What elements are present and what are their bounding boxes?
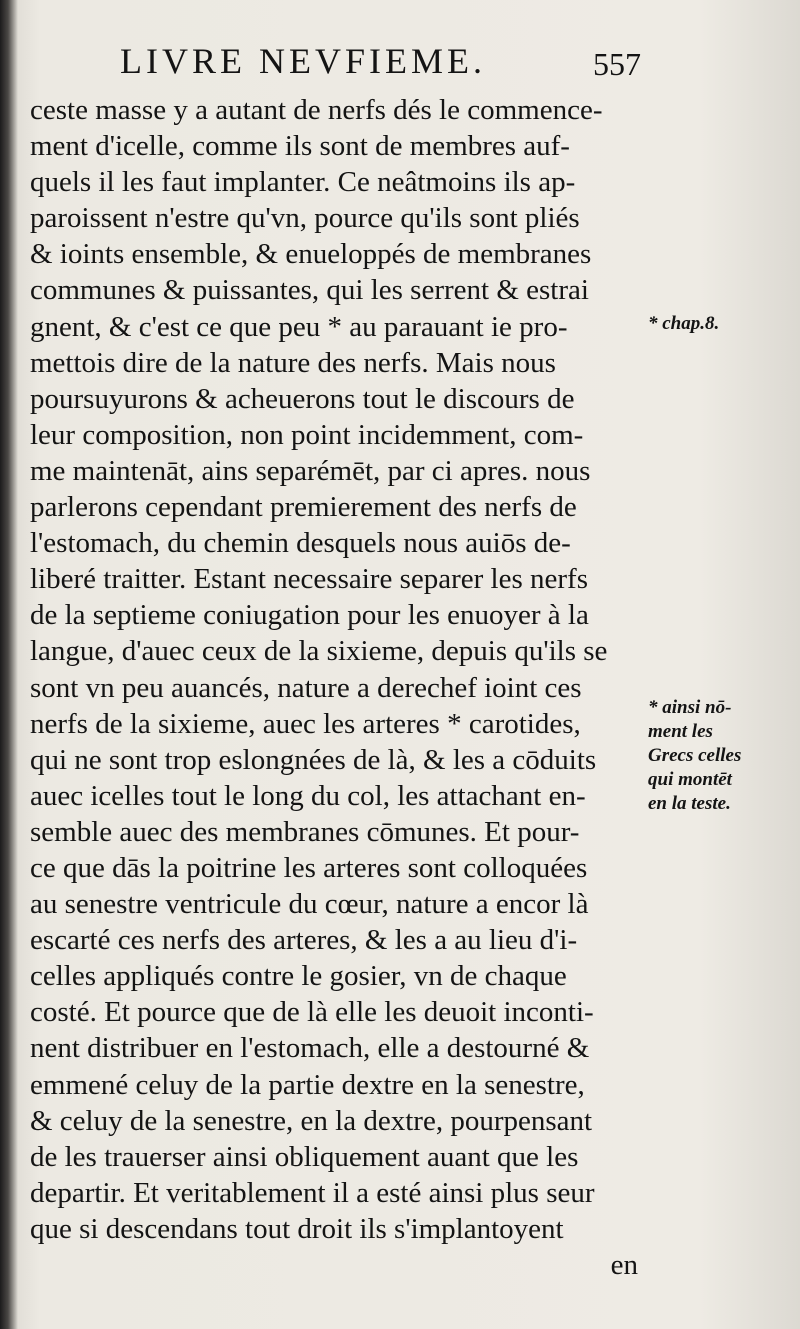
margin-note-line: * ainsi nō- <box>648 697 732 718</box>
text-line: emmené celuy de la partie dextre en la senestre, <box>30 1068 585 1101</box>
margin-note-line: Grecs celles <box>648 745 742 766</box>
margin-note-line: qui montēt <box>648 769 732 790</box>
text-line: paroissent n'estre qu'vn, pource qu'ils sont pliés <box>30 202 580 235</box>
text-line: & celuy de la senestre, en la dextre, pourpensant <box>30 1104 593 1137</box>
text-line: celles appliqués contre le gosier, vn de chaque <box>30 960 567 993</box>
text-line: l'estomach, du chemin desquels nous auiōs de- <box>30 527 571 560</box>
text-line: au senestre ventricule du cœur, nature a encor là <box>30 888 589 921</box>
body-text <box>30 92 642 1283</box>
text-line: departir. Et veritablement il a esté ainsi plus seur <box>30 1176 595 1209</box>
margin-note-line: en la teste. <box>648 793 731 814</box>
text-line: ment d'icelle, comme ils sont de membres auf- <box>30 130 570 163</box>
binding-gutter <box>0 0 18 1329</box>
text-line: qui ne sont trop eslongnées de là, & les a cōduits <box>30 743 597 776</box>
text-line: communes & puissantes, qui les serrent & estrai <box>30 274 589 307</box>
text-line: mettois dire de la nature des nerfs. Mais nous <box>30 346 556 379</box>
running-header <box>0 40 800 84</box>
text-line: poursuyurons & acheuerons tout le discours de <box>30 382 575 415</box>
page-number: 557 <box>593 46 641 82</box>
text-line: sont vn peu auancés, nature a derechef ioint ces <box>30 671 582 704</box>
text-line: escarté ces nerfs des arteres, & les a au lieu d'i- <box>30 924 578 957</box>
running-title: LIVRE NEVFIEME. <box>120 41 486 81</box>
text-line: leur composition, non point incidemment, com- <box>30 418 584 451</box>
text-line: quels il les faut implanter. Ce neâtmoins ils ap- <box>30 166 576 199</box>
text-line: ce que dās la poitrine les arteres sont colloquées <box>30 851 588 884</box>
text-line: de la septieme coniugation pour les enuoyer à la <box>30 599 589 632</box>
text-line: liberé traitter. Estant necessaire separer les nerfs <box>30 563 588 596</box>
text-line: gnent, & c'est ce que peu * au parauant ie pro- <box>30 310 568 343</box>
text-line: nerfs de la sixieme, auec les arteres * carotides, <box>30 707 581 740</box>
text-line: & ioints ensemble, & enueloppés de membranes <box>30 238 592 271</box>
text-line: ceste masse y a autant de nerfs dés le commence- <box>30 94 603 126</box>
text-line: que si descendans tout droit ils s'implantoyent <box>30 1212 564 1245</box>
text-line: auec icelles tout le long du col, les attachant en- <box>30 779 586 812</box>
margin-note-line: ment les <box>648 721 713 742</box>
text-line: me maintenāt, ains separémēt, par ci apres. nous <box>30 454 591 487</box>
catchword: en <box>610 1249 638 1281</box>
text-line: costé. Et pource que de là elle les deuoit inconti- <box>30 996 594 1029</box>
margin-note-carotides <box>648 696 741 816</box>
margin-note-chapter-ref <box>648 312 719 336</box>
text-line: langue, d'auec ceux de la sixieme, depuis qu'ils se <box>30 635 608 668</box>
text-line: parlerons cependant premierement des nerfs de <box>30 491 577 524</box>
text-line: de les trauerser ainsi obliquement auant que les <box>30 1140 579 1173</box>
margin-note-line: * chap.8. <box>648 313 720 334</box>
text-line: semble auec des membranes cōmunes. Et pour- <box>30 815 580 848</box>
text-line: nent distribuer en l'estomach, elle a destourné & <box>30 1032 590 1065</box>
